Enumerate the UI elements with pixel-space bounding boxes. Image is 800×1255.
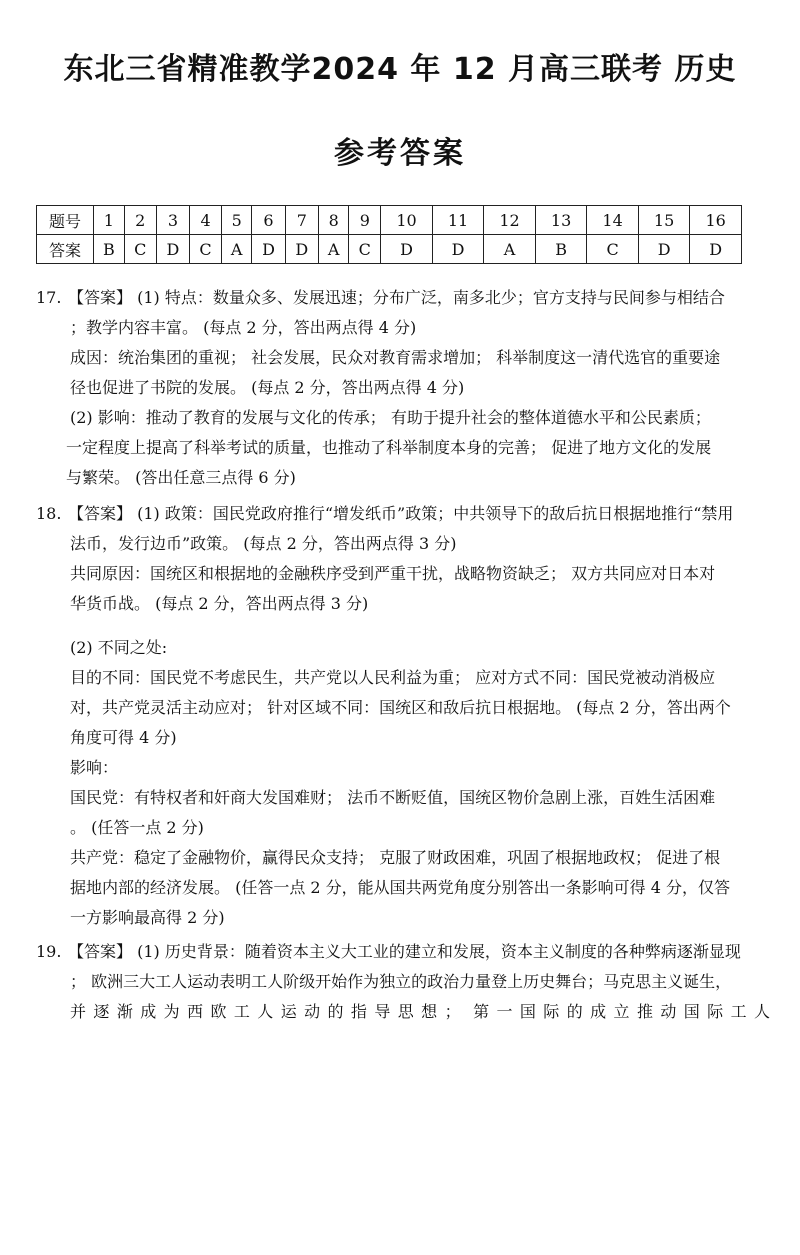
table-cell: C — [190, 235, 222, 264]
question-19 — [36, 937, 770, 1027]
table-cell: 5 — [222, 206, 252, 235]
q17-line — [36, 283, 770, 313]
q19-line — [36, 937, 770, 967]
question-18 — [36, 499, 770, 933]
q18-line: 华货币战。 (每点 2 分，答出两点得 3 分) — [70, 594, 369, 613]
q17-text: (1) 特点：数量众多、发展迅速；分布广泛，南多北少；官方支持与民间参与相结合 — [137, 288, 725, 307]
q19-text: (1) 历史背景：随着资本主义大工业的建立和发展，资本主义制度的各种弊病逐渐显现 — [137, 942, 741, 961]
table-cell: D — [381, 235, 433, 264]
table-cell: B — [94, 235, 125, 264]
answer-table — [36, 205, 742, 264]
table-cell: 3 — [156, 206, 189, 235]
q18-line — [36, 499, 770, 529]
table-cell: A — [319, 235, 349, 264]
q17-line: 径也促进了书院的发展。 (每点 2 分，答出两点得 4 分) — [70, 378, 465, 397]
q18-line: 角度可得 4 分) — [70, 728, 177, 747]
table-cell: A — [222, 235, 252, 264]
table-cell: C — [587, 235, 639, 264]
answer-row — [37, 235, 742, 264]
table-cell: 4 — [190, 206, 222, 235]
table-cell: 6 — [252, 206, 285, 235]
table-cell: C — [124, 235, 156, 264]
q17-line: 一定程度上提高了科举考试的质量，也推动了科举制度本身的完善； 促进了地方文化的发展 — [66, 438, 712, 457]
table-cell: 16 — [690, 206, 742, 235]
table-cell: 15 — [638, 206, 690, 235]
q18-line: 国民党：有特权者和奸商大发国难财； 法币不断贬值，国统区物价急剧上涨，百姓生活困难 — [70, 788, 716, 807]
q17-line: ；教学内容丰富。 (每点 2 分，答出两点得 4 分) — [70, 318, 417, 337]
table-cell: 9 — [349, 206, 381, 235]
table-cell: A — [484, 235, 536, 264]
question-17 — [36, 283, 770, 493]
q18-line: 。 (任答一点 2 分) — [70, 818, 204, 837]
table-cell: 12 — [484, 206, 536, 235]
q17-line: (2) 影响：推动了教育的发展与文化的传承； 有助于提升社会的整体道德水平和公民素质； — [70, 408, 711, 427]
q18-line: 对，共产党灵活主动应对； 针对区域不同：国统区和敌后抗日根据地。 (每点 2 分，答出两个 — [70, 698, 731, 717]
q18-line: 法币，发行边币”政策。 (每点 2 分，答出两点得 3 分) — [70, 534, 457, 553]
row-label-question: 题号 — [37, 206, 94, 235]
table-cell: 7 — [285, 206, 318, 235]
answer-tag: 【答案】 — [68, 504, 133, 523]
table-cell: B — [535, 235, 587, 264]
table-cell: 1 — [94, 206, 125, 235]
q17-line: 与繁荣。 (答出任意三点得 6 分) — [66, 468, 296, 487]
q19-line: ； 欧洲三大工人运动表明工人阶级开始作为独立的政治力量登上历史舞台；马克思主义诞生， — [70, 972, 732, 991]
answer-content — [36, 283, 770, 1027]
table-cell: 2 — [124, 206, 156, 235]
page-title: 东北三省精准教学2024 年 12 月高三联考 历史 — [63, 52, 737, 87]
q18-line: 据地内部的经济发展。 (任答一点 2 分，能从国共两党角度分别答出一条影响可得 4 分，仅答 — [70, 878, 731, 897]
q18-line: 共同原因：国统区和根据地的金融秩序受到严重干扰，战略物资缺乏； 双方共同应对日本对 — [70, 564, 716, 583]
answer-tag: 【答案】 — [68, 288, 133, 307]
q18-line: 共产党：稳定了金融物价，赢得民众支持； 克服了财政困难，巩固了根据地政权； 促进了根 — [70, 848, 721, 867]
q18-line: 目的不同：国民党不考虑民生，共产党以人民利益为重； 应对方式不同：国民党被动消极应 — [70, 668, 716, 687]
table-cell: 14 — [587, 206, 639, 235]
q18-line: (2) 不同之处: — [70, 638, 168, 657]
q19-line: 并逐渐成为西欧工人运动的指导思想； 第一国际的成立推动国际工人 — [70, 1002, 770, 1021]
table-cell: D — [285, 235, 318, 264]
row-label-answer: 答案 — [37, 235, 94, 264]
page-subtitle: 参考答案 — [334, 136, 466, 171]
q18-text: (1) 政策：国民党政府推行“增发纸币”政策；中共领导下的敌后抗日根据地推行“禁用 — [137, 504, 734, 523]
answer-tag: 【答案】 — [68, 942, 133, 961]
question-number: 17. — [36, 288, 62, 307]
table-cell: 11 — [432, 206, 484, 235]
q18-line: 影响： — [70, 758, 119, 777]
table-cell: D — [432, 235, 484, 264]
question-number: 19. — [36, 942, 62, 961]
table-cell: 10 — [381, 206, 433, 235]
q18-line: 一方影响最高得 2 分) — [70, 908, 225, 927]
question-number-row — [37, 206, 742, 235]
table-cell: 13 — [535, 206, 587, 235]
question-number: 18. — [36, 504, 62, 523]
table-cell: D — [156, 235, 189, 264]
table-cell: D — [252, 235, 285, 264]
table-cell: C — [349, 235, 381, 264]
table-cell: 8 — [319, 206, 349, 235]
table-cell: D — [638, 235, 690, 264]
table-cell: D — [690, 235, 742, 264]
q17-line: 成因：统治集团的重视； 社会发展，民众对教育需求增加； 科举制度这一清代选官的重要途 — [70, 348, 721, 367]
